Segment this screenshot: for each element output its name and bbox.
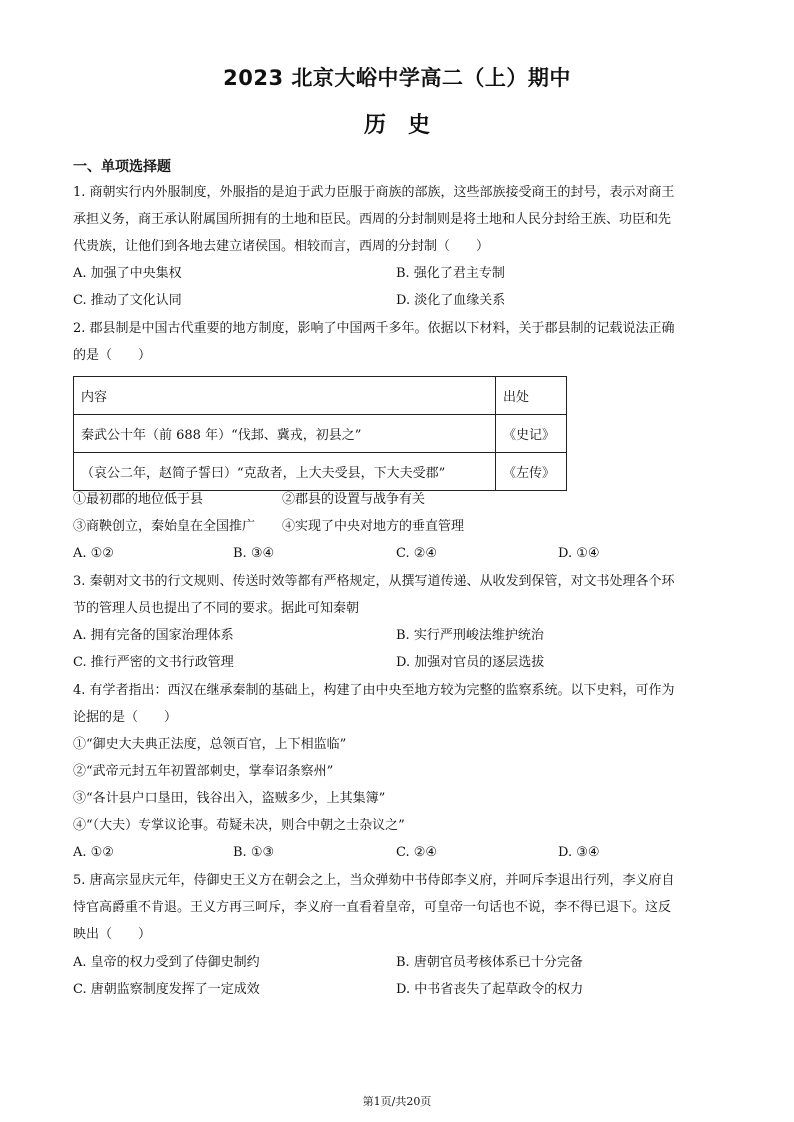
q4-statement-4: ④“（大夫）专掌议论事。苟疑未决，则合中朝之士杂议之” [73,818,405,833]
q4-line-1: 4. 有学者指出：西汉在继承秦制的基础上，构建了由中央至地方较为完整的监察系统。以下史料，可作为 [73,683,675,698]
table-row [74,453,567,491]
source-table [73,376,567,491]
q5-line-2: 恃官高爵重不肯退。王义方再三呵斥，李义府一直看着皇帝，可皇帝一句话也不说，李不得已退下。这反 [73,900,672,915]
q2-statement-1: ①最初郡的地位低于县 [73,492,204,507]
q1-option-b: B. 强化了君主专制 [396,266,505,281]
q1-option-c: C. 推动了文化认同 [73,293,182,308]
page-number: 第1页/共20页 [362,1095,432,1108]
q2-option-d: D. ①④ [558,546,600,561]
table-header-content: 内容 [74,377,496,415]
q5-line-1: 5. 唐高宗显庆元年，侍御史王义方在朝会之上，当众弹劾中书侍郎李义府，并呵斥李退出行列，李义府自 [73,873,675,888]
q1-line-1: 1. 商朝实行内外服制度，外服指的是迫于武力臣服于商族的部族，这些部族接受商王的封号，表示对商王 [73,185,675,200]
q5-line-3: 映出（ ） [73,927,152,942]
q4-option-c: C. ②④ [396,845,438,860]
table-cell-source: 《史记》 [496,415,567,453]
section-heading: 一、单项选择题 [73,159,171,175]
table-header-source: 出处 [496,377,567,415]
q4-statement-3: ③“各计县户口垦田，钱谷出入，盗贼多少，上其集簿” [73,791,386,806]
table-cell-content: 秦武公十年（前 688 年）“伐邽、冀戎，初县之” [74,415,496,453]
q2-statement-4: ④实现了中央对地方的垂直管理 [282,519,465,534]
q3-option-a: A. 拥有完备的国家治理体系 [73,628,234,643]
q2-statement-2: ②郡县的设置与战争有关 [282,492,426,507]
q2-option-b: B. ③④ [233,546,275,561]
q5-option-a: A. 皇帝的权力受到了侍御史制约 [73,955,260,970]
q2-line-2: 的是（ ） [73,348,152,363]
q4-statement-1: ①“御史大夫典正法度，总领百官，上下相监临” [73,737,347,752]
q4-option-a: A. ①② [73,845,114,860]
table-row [74,415,567,453]
q4-line-2: 论据的是（ ） [73,710,178,725]
exam-title: 2023 北京大峪中学高二（上）期中 [223,66,571,90]
q4-option-b: B. ①③ [233,845,275,860]
exam-subject: 历 史 [363,113,430,138]
q3-line-1: 3. 秦朝对文书的行文规则、传送时效等都有严格规定，从撰写道传递、从收发到保管，对文书处理各个环 [73,574,675,589]
q5-option-b: B. 唐朝官员考核体系已十分完备 [396,955,583,970]
q3-option-b: B. 实行严刑峻法维护统治 [396,628,544,643]
q1-line-2: 承担义务，商王承认附属国所拥有的土地和臣民。西周的分封制则是将土地和人民分封给王族、功臣和先 [73,212,672,227]
q3-line-2: 节的管理人员也提出了不同的要求。据此可知秦朝 [73,601,360,616]
q2-option-a: A. ①② [73,546,114,561]
q4-statement-2: ②“武帝元封五年初置部刺史，掌奉诏条察州” [73,764,334,779]
q2-statement-3: ③商鞅创立，秦始皇在全国推广 [73,519,256,534]
table-cell-source: 《左传》 [496,453,567,491]
table-cell-content: （哀公二年，赵简子誓曰）“克敌者，上大夫受县，下大夫受郡” [74,453,496,491]
q1-line-3: 代贵族，让他们到各地去建立诸侯国。相较而言，西周的分封制（ ） [73,239,490,254]
q2-option-c: C. ②④ [396,546,438,561]
table-header-row [74,377,567,415]
q3-option-d: D. 加强对官员的逐层选拔 [396,655,545,670]
q4-option-d: D. ③④ [558,845,600,860]
q2-line-1: 2. 郡县制是中国古代重要的地方制度，影响了中国两千多年。依据以下材料，关于郡县制的记载说法正确 [73,321,675,336]
q3-option-c: C. 推行严密的文书行政管理 [73,655,234,670]
q5-option-d: D. 中书省丧失了起草政令的权力 [396,982,584,997]
q5-option-c: C. 唐朝监察制度发挥了一定成效 [73,982,260,997]
q1-option-a: A. 加强了中央集权 [73,266,182,281]
q1-option-d: D. 淡化了血缘关系 [396,293,506,308]
